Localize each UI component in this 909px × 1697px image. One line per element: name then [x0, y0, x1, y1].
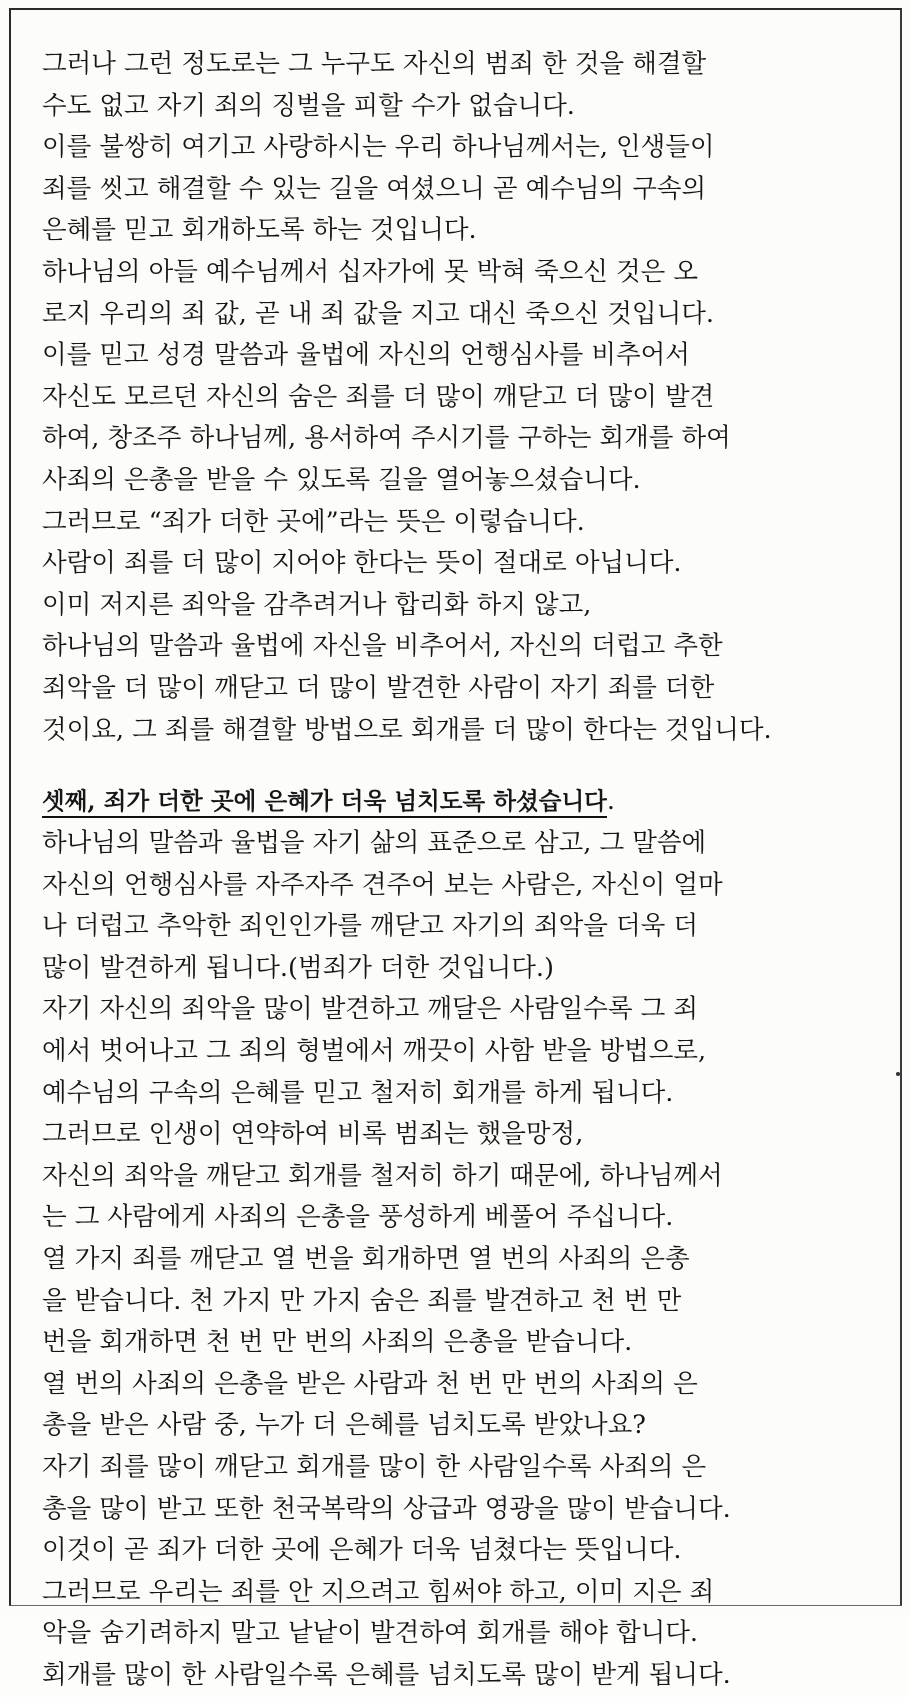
text-line: 많이 발견하게 됩니다.(범죄가 더한 것입니다.) [42, 952, 554, 983]
text-line: 죄를 씻고 해결할 수 있는 길을 여셨으니 곧 예수님의 구속의 [42, 173, 707, 204]
text-line: 그러나 그런 정도로는 그 누구도 자신의 범죄 한 것을 해결할 [42, 49, 707, 79]
text-line: 번을 회개하면 천 번 만 번의 사죄의 은총을 받습니다. [42, 1327, 633, 1358]
text-line: 총을 받은 사람 중, 누가 더 은혜를 넘치도록 받았나요? [42, 1410, 646, 1441]
text-line: 에서 벗어나고 그 죄의 형벌에서 깨끗이 사함 받을 방법으로, [42, 1036, 707, 1067]
text-line: 하여, 창조주 하나님께, 용서하여 주시기를 구하는 회개를 하여 [42, 423, 731, 454]
text-line: 그러므로 인생이 연약하여 비록 범죄는 했을망정, [42, 1119, 584, 1150]
section-heading-text: 셋째, 죄가 더한 곳에 은혜가 더욱 넘치도록 하셨습니다 [42, 787, 607, 818]
text-line: 하나님의 말씀과 율법에 자신을 비추어서, 자신의 더럽고 추한 [42, 631, 723, 662]
text-line: 수도 없고 자기 죄의 징벌을 피할 수가 없습니다. [42, 90, 575, 121]
text-line: 이미 저지른 죄악을 감추려거나 합리화 하지 않고, [42, 589, 592, 620]
text-line: 악을 숨기려하지 말고 낱낱이 발견하여 회개를 해야 합니다. [42, 1618, 699, 1649]
text-line: 죄악을 더 많이 깨닫고 더 많이 발견한 사람이 자기 죄를 더한 [42, 672, 715, 703]
text-line: 은혜를 믿고 회개하도록 하는 것입니다. [42, 215, 477, 246]
text-line: 이것이 곧 죄가 더한 곳에 은혜가 더욱 넘쳤다는 뜻입니다. [42, 1535, 682, 1566]
text-line: 것이요, 그 죄를 해결할 방법으로 회개를 더 많이 한다는 것입니다. [42, 714, 772, 745]
text-line: 로지 우리의 죄 값, 곧 내 죄 값을 지고 대신 죽으신 것입니다. [42, 298, 714, 329]
body-text [42, 44, 862, 1697]
text-line: 이를 불쌍히 여기고 사랑하시는 우리 하나님께서는, 인생들이 [42, 132, 715, 163]
text-line: 을 받습니다. 천 가지 만 가지 숨은 죄를 발견하고 천 번 만 [42, 1285, 682, 1316]
scan-speck [896, 1072, 900, 1076]
text-line: 회개를 많이 한 사람일수록 은혜를 넘치도록 많이 받게 됩니다. [42, 1659, 731, 1690]
text-line: 하나님의 아들 예수님께서 십자가에 못 박혀 죽으신 것은 오 [42, 256, 699, 287]
text-line: 자기 자신의 죄악을 많이 발견하고 깨달은 사람일수록 그 죄 [42, 994, 699, 1025]
text-line: 열 가지 죄를 깨닫고 열 번을 회개하면 열 번의 사죄의 은총 [42, 1244, 690, 1275]
text-line: 자기 죄를 많이 깨닫고 회개를 많이 한 사람일수록 사죄의 은 [42, 1452, 707, 1482]
paragraph-gap [42, 751, 862, 779]
text-line: 예수님의 구속의 은혜를 믿고 철저히 회개를 하게 됩니다. [42, 1077, 674, 1108]
text-line: 사람이 죄를 더 많이 지어야 한다는 뜻이 절대로 아닙니다. [42, 548, 682, 579]
text-line: 열 번의 사죄의 은총을 받은 사람과 천 번 만 번의 사죄의 은 [42, 1368, 698, 1399]
text-line: 자신도 모르던 자신의 숨은 죄를 더 많이 깨닫고 더 많이 발견 [42, 381, 715, 412]
section-heading [42, 779, 862, 823]
section-heading-period: . [606, 786, 615, 817]
text-line: 자신의 죄악을 깨닫고 회개를 철저히 하기 때문에, 하나님께서 [42, 1160, 723, 1191]
text-line: 는 그 사람에게 사죄의 은총을 풍성하게 베풀어 주십니다. [42, 1202, 674, 1233]
text-line: 하나님의 말씀과 율법을 자기 삶의 표준으로 삼고, 그 말씀에 [42, 828, 707, 859]
text-line: 나 더럽고 추악한 죄인인가를 깨닫고 자기의 죄악을 더욱 더 [42, 911, 699, 942]
text-line: 그러므로 “죄가 더한 곳에”라는 뜻은 이렇습니다. [42, 506, 585, 537]
text-line: 그러므로 우리는 죄를 안 지으려고 힘써야 하고, 이미 지은 죄 [42, 1576, 715, 1607]
text-line: 사죄의 은총을 받을 수 있도록 길을 열어놓으셨습니다. [42, 464, 641, 495]
text-line: 총을 많이 받고 또한 천국복락의 상급과 영광을 많이 받습니다. [42, 1493, 731, 1524]
text-line: 자신의 언행심사를 자주자주 견주어 보는 사람은, 자신이 얼마 [42, 869, 723, 900]
text-line: 이를 믿고 성경 말씀과 율법에 자신의 언행심사를 비추어서 [42, 340, 690, 371]
